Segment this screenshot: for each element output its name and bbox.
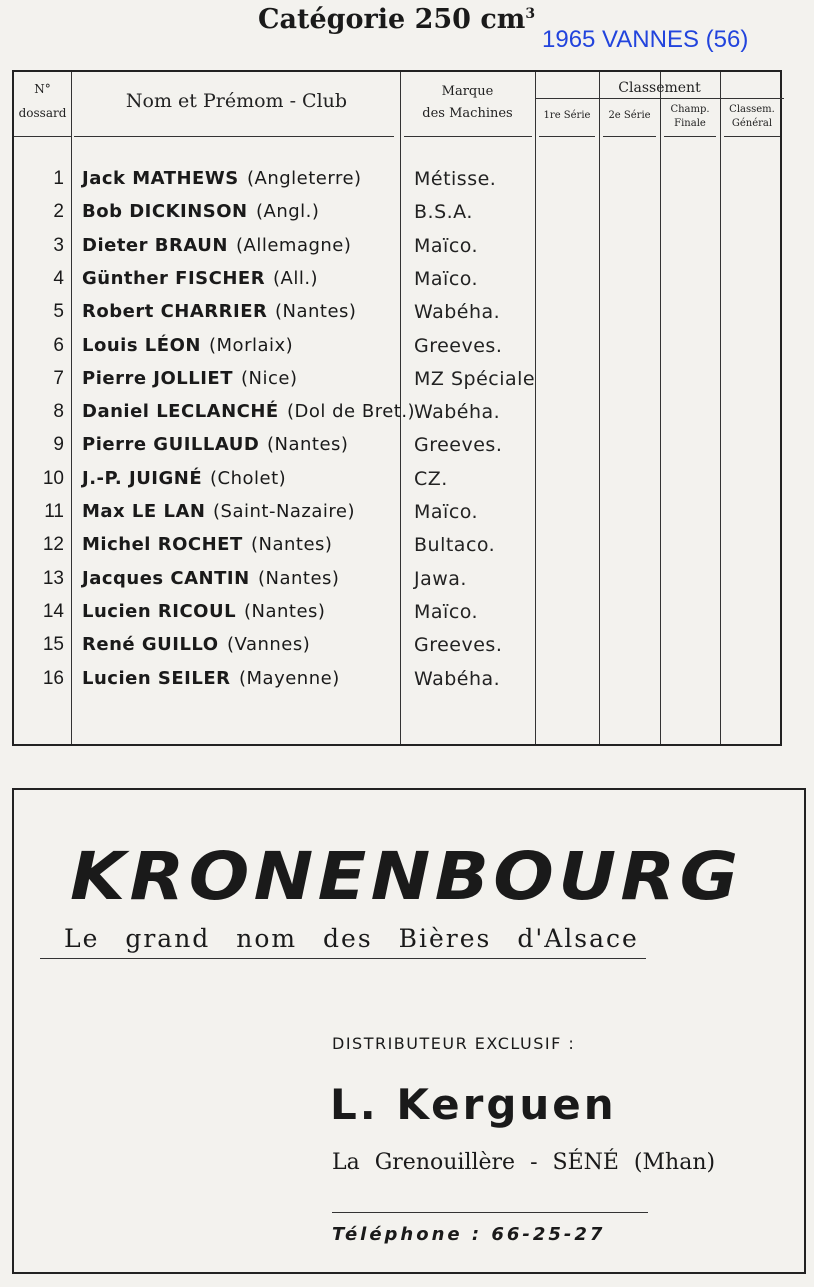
- bib-number: 7: [53, 367, 64, 389]
- header-dossard: dossard: [18, 106, 67, 120]
- header-underline: [539, 136, 595, 137]
- table-row: [14, 268, 784, 301]
- table-row: [14, 501, 784, 534]
- rider-name: J.-P. JUIGNÉ: [82, 467, 203, 489]
- table-row: [14, 335, 784, 368]
- rider-club: (Nice): [241, 367, 298, 389]
- header-underline: [404, 136, 532, 137]
- bib-number: 12: [42, 534, 64, 556]
- bib-number: 5: [53, 301, 64, 323]
- bib-number: 10: [42, 467, 64, 489]
- rider-name: Lucien RICOUL: [82, 600, 237, 622]
- bib-number: 6: [53, 334, 64, 356]
- header-underline: [664, 136, 716, 137]
- table-row: [14, 534, 784, 567]
- machine-brand: Wabéha.: [414, 301, 501, 324]
- rider-name: Max LE LAN: [82, 501, 206, 522]
- machine-brand: Greeves.: [414, 434, 503, 457]
- machine-brand: Maïco.: [414, 501, 479, 523]
- bib-number: 9: [53, 434, 64, 456]
- bib-number: 11: [44, 501, 64, 522]
- table-row: [14, 368, 784, 401]
- header-machines: des Machines: [422, 106, 513, 121]
- entry-list-table: [12, 70, 782, 746]
- header-underline: [603, 136, 656, 137]
- table-row: [14, 568, 784, 601]
- header-serie-2: 2e Série: [608, 110, 651, 121]
- phone-rule: [332, 1212, 648, 1213]
- rider-club: (Saint-Nazaire): [213, 501, 356, 522]
- dealer-name: L. Kerguen: [330, 1080, 617, 1129]
- rider-club: (Nantes): [244, 600, 326, 622]
- machine-brand: Greeves.: [414, 634, 503, 657]
- bib-number: 4: [53, 267, 64, 289]
- header-general: Général: [731, 118, 773, 129]
- rider-name: Robert CHARRIER: [82, 301, 268, 323]
- bib-number: 14: [42, 600, 64, 622]
- header-classement: Classement: [618, 80, 701, 96]
- table-row: [14, 201, 784, 234]
- bib-number: 15: [42, 634, 64, 656]
- header-underline: [74, 136, 394, 137]
- header-no: N°: [34, 82, 51, 96]
- rider-name: Dieter BRAUN: [82, 234, 228, 256]
- table-row: [14, 601, 784, 634]
- machine-brand: MZ Spéciale: [414, 367, 536, 390]
- category-title-text: Catégorie 250 cm: [258, 4, 526, 35]
- rider-name: Louis LÉON: [82, 334, 201, 356]
- table-row: [14, 168, 784, 201]
- rider-name: René GUILLO: [82, 634, 219, 656]
- header-champ: Champ.: [670, 104, 710, 115]
- table-row: [14, 301, 784, 334]
- machine-brand: Métisse.: [414, 168, 497, 190]
- rider-club: (Dol de Bret.): [287, 401, 416, 423]
- kronenbourg-logo: KRONENBOURG: [70, 838, 743, 915]
- machine-brand: Wabéha.: [414, 667, 501, 690]
- machine-brand: Wabéha.: [414, 401, 501, 424]
- header-classem: Classem.: [729, 104, 775, 115]
- dealer-address: La Grenouillère - SÉNÉ (Mhan): [332, 1150, 716, 1175]
- ad-tagline: Le grand nom des Bières d'Alsace: [64, 924, 639, 953]
- bib-number: 8: [53, 401, 64, 423]
- rider-club: (All.): [273, 267, 319, 289]
- header-underline: [724, 136, 780, 137]
- tagline-rule: [40, 958, 646, 959]
- bib-number: 3: [53, 234, 64, 256]
- rider-club: (Vannes): [227, 634, 311, 656]
- date-location-stamp: 1965 VANNES (56): [542, 26, 749, 53]
- machine-brand: B.S.A.: [414, 201, 473, 224]
- rider-name: Günther FISCHER: [82, 267, 266, 289]
- rider-name: Pierre JOLLIET: [82, 367, 234, 389]
- rider-club: (Angleterre): [247, 168, 362, 189]
- rider-club: (Nantes): [258, 567, 340, 589]
- rider-club: (Cholet): [210, 467, 287, 489]
- header-serie-1: 1re Série: [543, 110, 591, 121]
- rider-name: Daniel LECLANCHÉ: [82, 401, 279, 423]
- machine-brand: CZ.: [414, 467, 448, 490]
- table-row: [14, 235, 784, 268]
- machine-brand: Bultaco.: [414, 534, 496, 557]
- header-underline: [14, 136, 71, 137]
- header-finale: Finale: [674, 118, 706, 129]
- bib-number: 2: [53, 201, 64, 223]
- bib-number: 1: [53, 168, 64, 189]
- bib-number: 13: [42, 567, 64, 589]
- rider-club: (Nantes): [267, 434, 349, 456]
- rider-name: Jack MATHEWS: [82, 168, 239, 189]
- rider-club: (Morlaix): [209, 334, 294, 356]
- rider-name: Jacques CANTIN: [82, 567, 250, 589]
- distributor-label: DISTRIBUTEUR EXCLUSIF :: [332, 1034, 576, 1053]
- table-row: [14, 434, 784, 467]
- category-title-superscript: 3: [525, 6, 536, 22]
- rider-name: Bob DICKINSON: [82, 201, 248, 223]
- machine-brand: Maïco.: [414, 234, 479, 257]
- dealer-phone: Téléphone : 66-25-27: [332, 1224, 606, 1245]
- machine-brand: Maïco.: [414, 267, 479, 290]
- table-row: [14, 634, 784, 667]
- header-marque: Marque: [441, 84, 494, 99]
- rider-name: Michel ROCHET: [82, 534, 243, 556]
- machine-brand: Greeves.: [414, 334, 503, 357]
- header-name-club: Nom et Prémom - Club: [125, 90, 348, 112]
- kronenbourg-advert: [12, 788, 806, 1274]
- rider-club: (Allemagne): [236, 234, 352, 256]
- rider-name: Lucien SEILER: [82, 667, 231, 689]
- machine-brand: Jawa.: [414, 567, 467, 590]
- category-title: [258, 4, 535, 35]
- table-row: [14, 401, 784, 434]
- bib-number: 16: [42, 667, 64, 689]
- rider-club: (Nantes): [275, 301, 357, 323]
- table-row: [14, 668, 784, 701]
- rider-club: (Mayenne): [239, 667, 340, 689]
- machine-brand: Maïco.: [414, 600, 479, 623]
- rider-club: (Nantes): [251, 534, 333, 556]
- header-divider: [535, 98, 784, 99]
- table-row: [14, 468, 784, 501]
- rider-name: Pierre GUILLAUD: [82, 434, 260, 456]
- rider-club: (Angl.): [256, 201, 320, 223]
